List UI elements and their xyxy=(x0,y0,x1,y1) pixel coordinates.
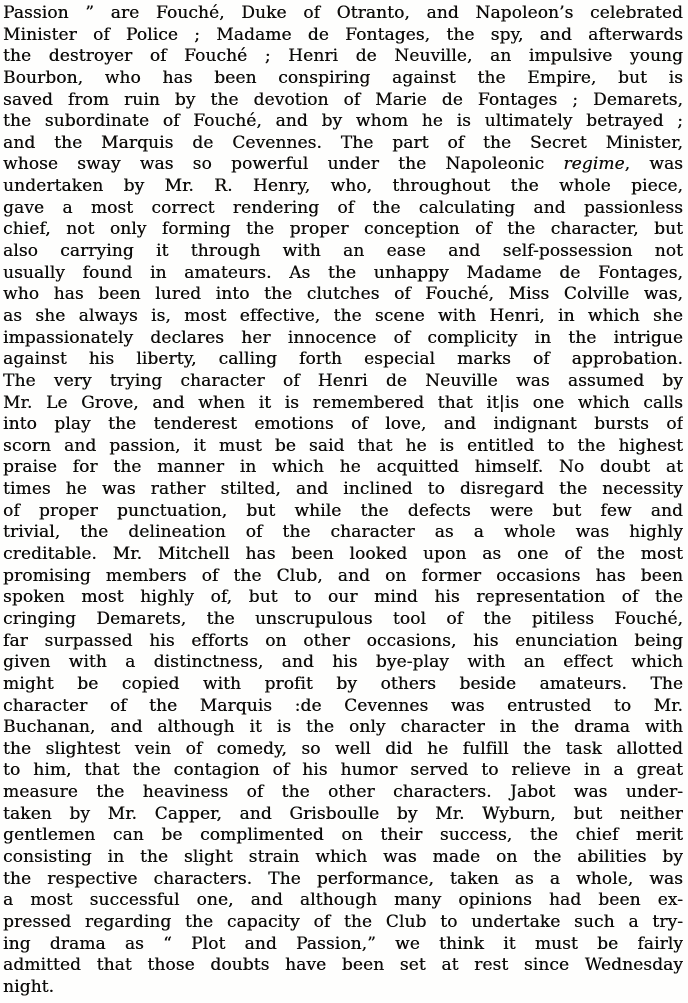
text-line: creditable. Mr. Mitchell has been looked upon as one of the most xyxy=(3,544,683,565)
text-line: far surpassed his efforts on other occasions, his enunciation being xyxy=(3,630,683,651)
text-line: also carrying it through with an ease and self-possession not xyxy=(3,241,683,262)
text-line: admitted that those doubts have been set at rest since Wednesday xyxy=(3,955,683,976)
text-line: who has been lured into the clutches of Fouché, Miss Colville was, xyxy=(3,284,683,305)
text-line: might be copied with profit by others beside amateurs. The xyxy=(3,673,683,694)
text-line: scorn and passion, it must be said that he is entitled to the highest xyxy=(3,435,683,456)
text-line: as she always is, most effective, the scene with Henri, in which she xyxy=(3,305,683,326)
text-line: times he was rather stilted, and inclined to disregard the necessity xyxy=(3,479,683,500)
text-line: Minister of Police ; Madame de Fontages, the spy, and afterwards xyxy=(3,24,683,45)
text-line: given with a distinctness, and his bye-play with an effect which xyxy=(3,652,683,673)
text-line: impassionately declares her innocence of complicity in the intrigue xyxy=(3,327,683,348)
text-line: a most successful one, and although many opinions had been ex- xyxy=(3,890,683,911)
text-line: character of the Marquis :de Cevennes was entrusted to Mr. xyxy=(3,695,683,716)
text-line: the slightest vein of comedy, so well did he fulfill the task allotted xyxy=(3,738,683,759)
text-line: ing drama as “ Plot and Passion,” we think it must be fairly xyxy=(3,933,683,954)
text-line: the subordinate of Fouché, and by whom he is ultimately betrayed ; xyxy=(3,111,683,132)
text-line: Bourbon, who has been conspiring against the Empire, but is xyxy=(3,67,683,88)
text-line: Mr. Le Grove, and when it is remembered that it|is one which calls xyxy=(3,392,683,413)
text-line: gentlemen can be complimented on their success, the chief merit xyxy=(3,825,683,846)
text-line: pressed regarding the capacity of the Club to undertake such a try- xyxy=(3,911,683,932)
text-line: the respective characters. The performance, taken as a whole, was xyxy=(3,868,683,889)
text-line: Buchanan, and although it is the only character in the drama with xyxy=(3,717,683,738)
text-line: taken by Mr. Capper, and Grisboulle by Mr. Wyburn, but neither xyxy=(3,803,683,824)
text-line: of proper punctuation, but while the defects were but few and xyxy=(3,500,683,521)
text-line: undertaken by Mr. R. Henry, who, throughout the whole piece, xyxy=(3,176,683,197)
text-line: trivial, the delineation of the character as a whole was highly xyxy=(3,522,683,543)
text-line: Passion ” are Fouché, Duke of Otranto, and Napoleon’s celebrated xyxy=(3,3,683,23)
text-line: the destroyer of Fouché ; Henri de Neuville, an impulsive young xyxy=(3,46,683,67)
text-line: saved from ruin by the devotion of Marie de Fontages ; Demarets, xyxy=(3,89,683,110)
text-line: praise for the manner in which he acquitted himself. No doubt at xyxy=(3,457,683,478)
text-line: gave a most correct rendering of the calculating and passionless xyxy=(3,197,683,218)
text-line: measure the heaviness of the other characters. Jabot was under- xyxy=(3,782,683,803)
text-line: night. xyxy=(3,976,55,997)
text-line: and the Marquis de Cevennes. The part of the Secret Minister, xyxy=(3,132,683,153)
text-line: promising members of the Club, and on former occasions has been xyxy=(3,565,683,586)
article-text-column xyxy=(3,3,683,998)
text-line: chief, not only forming the proper conception of the character, but xyxy=(3,219,683,240)
text-line: to him, that the contagion of his humor served to relieve in a great xyxy=(3,760,683,781)
text-line: consisting in the slight strain which was made on the abilities by xyxy=(3,846,683,867)
text-line: cringing Demarets, the unscrupulous tool of the pitiless Fouché, xyxy=(3,608,683,629)
text-line: against his liberty, calling forth especial marks of approbation. xyxy=(3,349,683,370)
text-line: whose sway was so powerful under the Napoleonic regime, was xyxy=(3,154,683,175)
text-line: usually found in amateurs. As the unhappy Madame de Fontages, xyxy=(3,262,683,283)
text-line: into play the tenderest emotions of love, and indignant bursts of xyxy=(3,414,683,435)
text-line: spoken most highly of, but to our mind his representation of the xyxy=(3,587,683,608)
text-line: The very trying character of Henri de Neuville was assumed by xyxy=(3,370,683,391)
